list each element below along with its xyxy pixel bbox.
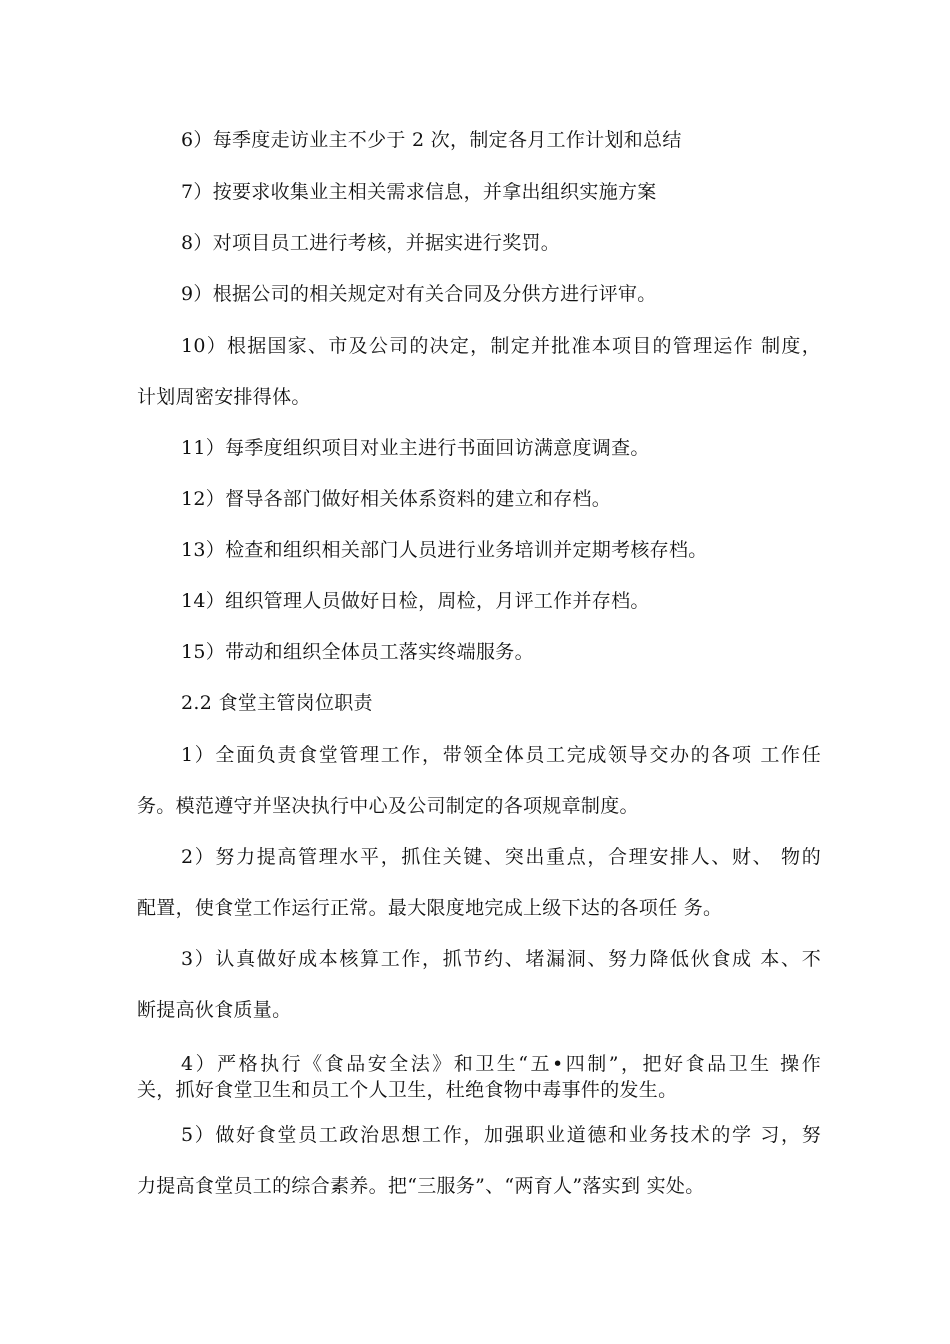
text-line: 11）每季度组织项目对业主进行书面回访满意度调查。 — [181, 437, 650, 459]
text-line: 断提高伙食质量。 — [137, 999, 292, 1021]
text-line: 1）全面负责食堂管理工作，带领全体员工完成领导交办的各项 工作任 — [181, 744, 821, 766]
section-heading: 2.2 食堂主管岗位职责 — [181, 692, 373, 714]
text-line: 10）根据国家、市及公司的决定，制定并批准本项目的管理运作 制度， — [181, 335, 821, 357]
text-line: 12）督导各部门做好相关体系资料的建立和存档。 — [181, 488, 612, 510]
text-line: 5）做好食堂员工政治思想工作，加强职业道德和业务技术的学 习，努 — [181, 1124, 821, 1146]
text-line: 务。模范遵守并坚决执行中心及公司制定的各项规章制度。 — [137, 795, 639, 817]
text-line: 关，抓好食堂卫生和员工个人卫生，杜绝食物中毒事件的发生。 — [137, 1079, 678, 1101]
text-line: 9）根据公司的相关规定对有关合同及分供方进行评审。 — [181, 283, 657, 305]
text-line: 15）带动和组织全体员工落实终端服务。 — [181, 641, 534, 663]
text-line: 13）检查和组织相关部门人员进行业务培训并定期考核存档。 — [181, 539, 708, 561]
text-line: 3）认真做好成本核算工作，抓节约、堵漏洞、努力降低伙食成 本、不 — [181, 948, 821, 970]
text-line: 计划周密安排得体。 — [137, 386, 311, 408]
text-line: 配置，使食堂工作运行正常。最大限度地完成上级下达的各项任 务。 — [137, 897, 723, 919]
text-line: 8）对项目员工进行考核，并据实进行奖罚。 — [181, 232, 561, 254]
text-line: 4）严格执行《食品安全法》和卫生“五•四制”，把好食品卫生 操作 — [181, 1053, 821, 1075]
text-line: 14）组织管理人员做好日检，周检，月评工作并存档。 — [181, 590, 650, 612]
text-line: 6）每季度走访业主不少于 2 次，制定各月工作计划和总结 — [181, 129, 682, 151]
text-line: 2）努力提高管理水平，抓住关键、突出重点，合理安排人、财、 物的 — [181, 846, 821, 868]
text-line: 力提高食堂员工的综合素养。把“三服务”、“两育人”落实到 实处。 — [137, 1175, 705, 1197]
text-line: 7）按要求收集业主相关需求信息，并拿出组织实施方案 — [181, 181, 657, 203]
